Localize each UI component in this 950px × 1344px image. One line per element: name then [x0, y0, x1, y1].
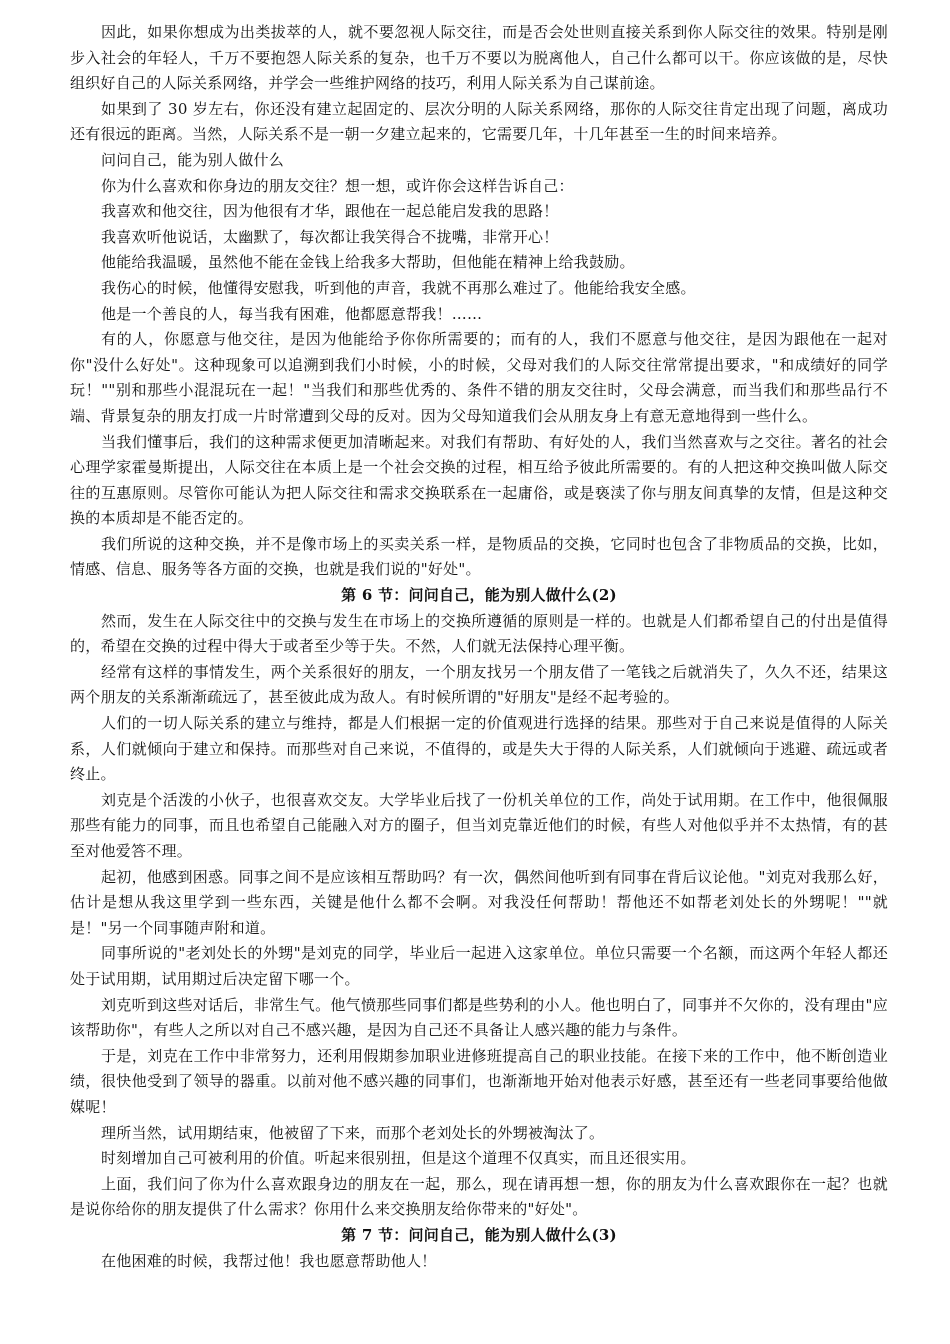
paragraph-7: 他能给我温暖，虽然他不能在金钱上给我多大帮助，但他能在精神上给我鼓励。	[101, 253, 635, 272]
paragraph-14: 经常有这样的事情发生，两个关系很好的朋友，一个朋友找另一个朋友借了一笔钱之后就消失了，久久不还，结果这两个朋友的关系渐渐疏远了，甚至彼此成为敌人。有时候所谓的"好朋友"是经不起考验的。	[70, 662, 888, 707]
paragraph-10: 有的人，你愿意与他交往，是因为他能给予你你所需要的；而有的人，我们不愿意与他交往，是因为跟他在一起对你"没什么好处"。这种现象可以追溯到我们小时候，小的时候，父母对我们的人际交往常常提出要求，"和成绩好的同学玩！""别和那些小混混玩在一起！"当我们和那些优秀的、条件不错的朋友交往时，父母会满意，而当我们和那些品行不端、背景复杂的朋友打成一片时常遭到父母的反对。因为父母知道我们会从朋友身上有意无意地得到一些什么。	[70, 330, 888, 425]
section-heading-7: 第 7 节：问问自己，能为别人做什么(3)	[341, 1225, 617, 1244]
paragraph-20: 于是，刘克在工作中非常努力，还利用假期参加职业进修班提高自己的职业技能。在接下来的工作中，他不断创造业绩，很快他受到了领导的器重。以前对他不感兴趣的同事们，也渐渐地开始对他表示好感，甚至还有一些老同事要给他做媒呢！	[70, 1046, 888, 1116]
paragraph-17: 起初，他感到困惑。同事之间不是应该相互帮助吗？有一次，偶然间他听到有同事在背后议论他。"刘克对我那么好，估计是想从我这里学到一些东西，关键是他什么都不会啊。对我没任何帮助！帮他还不如帮老刘处长的外甥呢！""就是！"另一个同事随声附和道。	[70, 867, 888, 937]
paragraph-21: 理所当然，试用期结束，他被留了下来，而那个老刘处长的外甥被淘汰了。	[101, 1123, 605, 1142]
paragraph-12: 我们所说的这种交换，并不是像市场上的买卖关系一样，是物质品的交换，它同时也包含了非物质品的交换，比如，情感、信息、服务等各方面的交换，也就是我们说的"好处"。	[70, 534, 888, 579]
paragraph-9: 他是一个善良的人，每当我有困难，他都愿意帮我！……	[101, 304, 483, 323]
paragraph-6: 我喜欢听他说话，太幽默了，每次都让我笑得合不拢嘴，非常开心！	[101, 227, 559, 246]
paragraph-4: 你为什么喜欢和你身边的朋友交往？想一想，或许你会这样告诉自己：	[101, 176, 574, 195]
paragraph-5: 我喜欢和他交往，因为他很有才华，跟他在一起总能启发我的思路！	[101, 202, 559, 221]
paragraph-13: 然而，发生在人际交往中的交换与发生在市场上的交换所遵循的原则是一样的。也就是人们都希望自己的付出是值得的，希望在交换的过程中得大于或者至少等于失。不然，人们就无法保持心理平衡。	[70, 611, 888, 656]
paragraph-3: 问问自己，能为别人做什么	[101, 150, 285, 169]
paragraph-23: 上面，我们问了你为什么喜欢跟身边的朋友在一起，那么，现在请再想一想，你的朋友为什么喜欢跟你在一起？也就是说你给你的朋友提供了什么需求？你用什么来交换朋友给你带来的"好处"。	[70, 1174, 888, 1219]
paragraph-18: 同事所说的"老刘处长的外甥"是刘克的同学，毕业后一起进入这家单位。单位只需要一个名额，而这两个年轻人都还处于试用期，试用期过后决定留下哪一个。	[70, 944, 888, 988]
paragraph-2: 如果到了 30 岁左右，你还没有建立起固定的、层次分明的人际关系网络，那你的人际交往肯定出现了问题，离成功还有很远的距离。当然，人际关系不是一朝一夕建立起来的，它需要几年，十几年甚至一生的时间来培养。	[70, 99, 888, 144]
paragraph-22: 时刻增加自己可被利用的价值。听起来很别扭，但是这个道理不仅真实，而且还很实用。	[101, 1149, 696, 1168]
section-heading-6: 第 6 节：问问自己，能为别人做什么(2)	[341, 586, 617, 605]
paragraph-19: 刘克听到这些对话后，非常生气。他气愤那些同事们都是些势利的小人。他也明白了，同事并不欠你的，没有理由"应该帮助你"，有些人之所以对自己不感兴趣，是因为自己还不具备让人感兴趣的能力与条件。	[70, 995, 888, 1040]
paragraph-1: 因此，如果你想成为出类拔萃的人，就不要忽视人际交往，而是否会处世则直接关系到你人际交往的效果。特别是刚步入社会的年轻人，千万不要抱怨人际关系的复杂，也千万不要以为脱离他人，自己什么都可以干。你应该做的是，尽快组织好自己的人际关系网络，并学会一些维护网络的技巧，利用人际关系为自己谋前途。	[70, 23, 888, 93]
paragraph-11: 当我们懂事后，我们的这种需求便更加清晰起来。对我们有帮助、有好处的人，我们当然喜欢与之交往。著名的社会心理学家霍曼斯提出，人际交往在本质上是一个社会交换的过程，相互给予彼此所需要的。有的人把这种交换叫做人际交往的互惠原则。尽管你可能认为把人际交往和需求交换联系在一起庸俗，或是亵渎了你与朋友间真挚的友情，但是这种交换的本质却是不能否定的。	[70, 432, 888, 528]
paragraph-15: 人们的一切人际关系的建立与维持，都是人们根据一定的价值观进行选择的结果。那些对于自己来说是值得的人际关系，人们就倾向于建立和保持。而那些对自己来说，不值得的，或是失大于得的人际关系，人们就倾向于逃避、疏远或者终止。	[70, 714, 888, 784]
paragraph-16: 刘克是个活泼的小伙子，也很喜欢交友。大学毕业后找了一份机关单位的工作，尚处于试用期。在工作中，他很佩服那些有能力的同事，而且也希望自己能融入对方的圈子，但当刘克靠近他们的时候，有些人对他似乎并不太热情，有的甚至对他爱答不理。	[70, 790, 888, 860]
paragraph-24: 在他困难的时候，我帮过他！我也愿意帮助他人！	[101, 1251, 437, 1270]
paragraph-8: 我伤心的时候，他懂得安慰我，听到他的声音，我就不再那么难过了。他能给我安全感。	[101, 278, 696, 297]
